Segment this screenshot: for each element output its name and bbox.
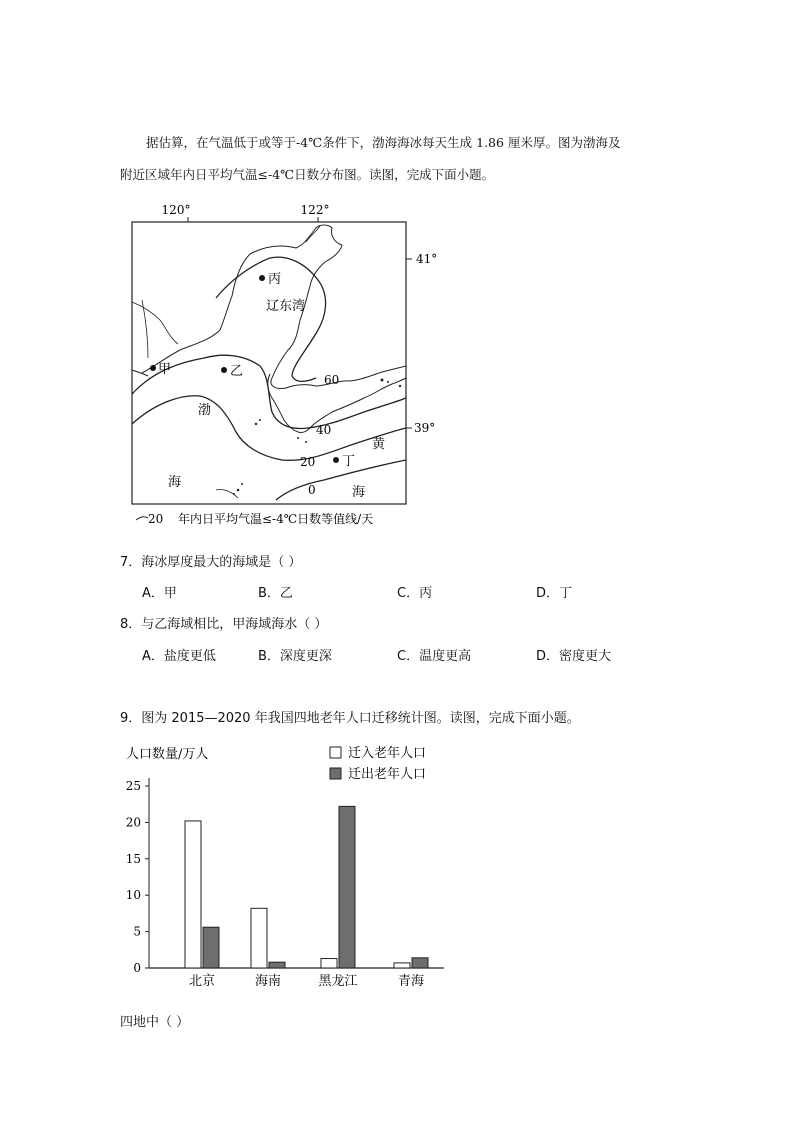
y-tick-label: 5: [133, 924, 141, 939]
q7-option-b[interactable]: B．乙: [258, 586, 293, 601]
isoline-label-40: 40: [316, 423, 332, 437]
isoline-40: [132, 355, 406, 428]
bar-out-3: [412, 958, 428, 968]
bar-in-1: [251, 908, 267, 968]
bar-in-2: [321, 959, 337, 968]
boundary-west: [132, 302, 178, 344]
legend-label-out: 迁出老年人口: [348, 767, 427, 782]
label-liaodong-bay: 辽东湾: [266, 299, 306, 314]
q7-stem: 7．海冰厚度最大的海域是（ ）: [120, 555, 302, 570]
y-tick-label: 0: [133, 961, 141, 975]
bar-out-0: [203, 927, 219, 968]
x-label-3: 青海: [397, 974, 425, 989]
point-bing-label: 丙: [268, 272, 282, 287]
bohai-map: [120, 198, 450, 533]
lat-label-39: 39°: [414, 421, 436, 435]
label-hai-bo: 海: [168, 475, 182, 490]
chart-ylabel: 人口数量/万人: [126, 747, 209, 762]
q8-option-d[interactable]: D．密度更大: [536, 649, 612, 664]
q7-option-a[interactable]: A．甲: [142, 586, 177, 601]
q7-option-c[interactable]: C．丙: [397, 586, 433, 601]
intro-line-1: 据估算，在气温低于或等于-4℃条件下，渤海海冰每天生成 1.86 厘米厚。图为渤海及: [146, 135, 621, 150]
point-jia-marker: [150, 365, 156, 371]
legend-label-in: 迁入老年人口: [348, 746, 427, 761]
point-ding-label: 丁: [342, 454, 356, 469]
point-bing-marker: [259, 275, 265, 281]
q7-option-d[interactable]: D．丁: [536, 586, 573, 601]
q9-tail: 四地中（ ）: [120, 1015, 190, 1030]
bar-in-3: [394, 963, 410, 968]
lat-label-41: 41°: [416, 252, 438, 266]
x-label-1: 海南: [254, 974, 282, 989]
isoline-20: [132, 396, 406, 461]
isoline-label-20: 20: [300, 455, 316, 469]
q8-option-b[interactable]: B．深度更深: [258, 649, 332, 664]
legend-swatch-in: [330, 747, 341, 758]
y-tick-label: 25: [125, 779, 141, 793]
legend-text: 年内日平均气温≤-4℃日数等值线/天: [178, 512, 374, 526]
isoline-label-0: 0: [308, 483, 316, 497]
lon-label-120: 120°: [161, 203, 191, 217]
label-hai-huang: 海: [352, 485, 366, 500]
map-frame: [132, 222, 406, 504]
bar-in-0: [185, 821, 201, 968]
q9-stem: 9．图为 2015—2020 年我国四地老年人口迁移统计图。读图，完成下面小题。: [120, 711, 580, 726]
migration-bar-chart: [118, 738, 458, 1000]
x-label-0: 北京: [188, 974, 216, 989]
x-label-2: 黑龙江: [318, 974, 358, 989]
bar-out-2: [339, 806, 355, 968]
label-huang: 黄: [372, 437, 386, 452]
point-jia-label: 甲: [158, 362, 172, 377]
point-ding-marker: [333, 457, 339, 463]
label-bo: 渤: [198, 403, 212, 418]
intro-line-2: 附近区域年内日平均气温≤-4℃日数分布图。读图，完成下面小题。: [120, 167, 495, 182]
y-tick-label: 10: [125, 888, 141, 903]
point-yi-label: 乙: [230, 364, 244, 379]
y-tick-label: 15: [125, 851, 141, 866]
isoline-0: [276, 460, 406, 500]
y-tick-label: 20: [125, 815, 141, 830]
q8-option-a[interactable]: A．盐度更低: [142, 649, 216, 664]
q8-option-c[interactable]: C．温度更高: [397, 649, 472, 664]
legend-isoline-sample: [136, 517, 148, 520]
isoline-label-60: 60: [324, 373, 340, 387]
legend-swatch-out: [330, 768, 341, 779]
bar-out-1: [269, 962, 285, 968]
point-yi-marker: [221, 367, 227, 373]
q8-stem: 8．与乙海域相比，甲海域海水（ ）: [120, 617, 328, 632]
boundary-north: [306, 226, 320, 242]
lon-label-122: 122°: [300, 203, 330, 217]
legend-value: 20: [148, 512, 164, 526]
